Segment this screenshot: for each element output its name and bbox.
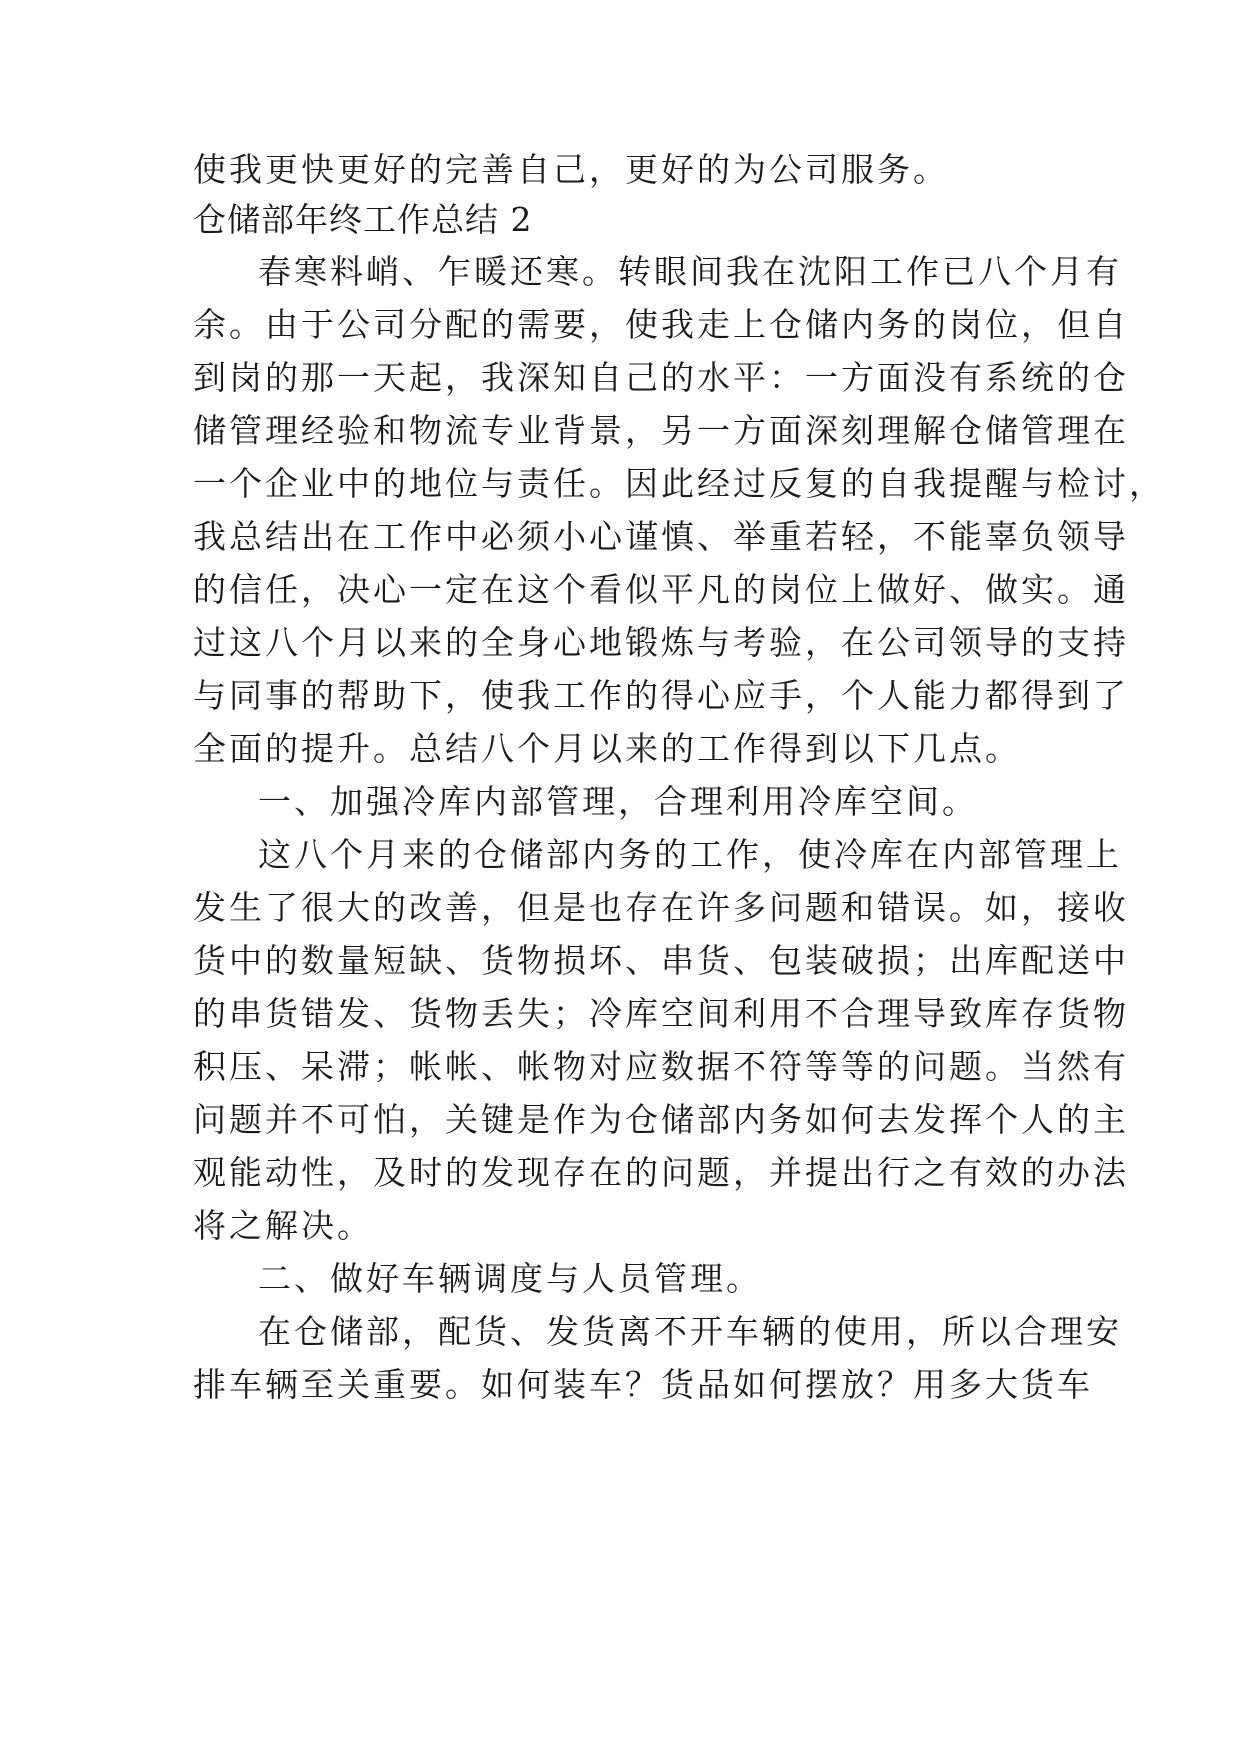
body-line: 一个企业中的地位与责任。因此经过反复的自我提醒与检讨， [193,464,1165,503]
section-title: 仓储部年终工作总结 2 [193,200,533,239]
body-line: 到岗的那一天起，我深知自己的水平：一方面没有系统的仓 [193,358,1129,397]
body-line: 将之解决。 [193,1206,373,1245]
body-line: 的信任，决心一定在这个看似平凡的岗位上做好、做实。通 [193,570,1129,609]
body-line: 积压、呆滞；帐帐、帐物对应数据不符等等的问题。当然有 [193,1047,1129,1086]
body-line: 这八个月来的仓储部内务的工作，使冷库在内部管理上 [258,835,1122,874]
body-line: 储管理经验和物流专业背景，另一方面深刻理解仓储管理在 [193,411,1129,450]
section-heading: 一、加强冷库内部管理，合理利用冷库空间。 [258,782,978,821]
body-line: 问题并不可怕，关键是作为仓储部内务如何去发挥个人的主 [193,1100,1129,1139]
body-line: 使我更快更好的完善自己，更好的为公司服务。 [193,150,949,189]
body-line: 货中的数量短缺、货物损坏、串货、包装破损；出库配送中 [193,941,1129,980]
body-line: 的串货错发、货物丢失；冷库空间利用不合理导致库存货物 [193,994,1129,1033]
body-line: 春寒料峭、乍暖还寒。转眼间我在沈阳工作已八个月有 [258,252,1122,291]
section-heading: 二、做好车辆调度与人员管理。 [258,1259,762,1298]
body-line: 与同事的帮助下，使我工作的得心应手，个人能力都得到了 [193,676,1129,715]
body-line: 余。由于公司分配的需要，使我走上仓储内务的岗位，但自 [193,305,1129,344]
body-line: 过这八个月以来的全身心地锻炼与考验，在公司领导的支持 [193,623,1129,662]
body-line: 发生了很大的改善，但是也存在许多问题和错误。如，接收 [193,888,1129,927]
body-line: 在仓储部，配货、发货离不开车辆的使用，所以合理安 [258,1312,1122,1351]
body-line: 全面的提升。总结八个月以来的工作得到以下几点。 [193,729,1021,768]
body-line: 我总结出在工作中必须小心谨慎、举重若轻，不能辜负领导 [193,517,1129,556]
body-line: 排车辆至关重要。如何装车？货品如何摆放？用多大货车 [193,1365,1093,1404]
body-line: 观能动性，及时的发现存在的问题，并提出行之有效的办法 [193,1153,1129,1192]
